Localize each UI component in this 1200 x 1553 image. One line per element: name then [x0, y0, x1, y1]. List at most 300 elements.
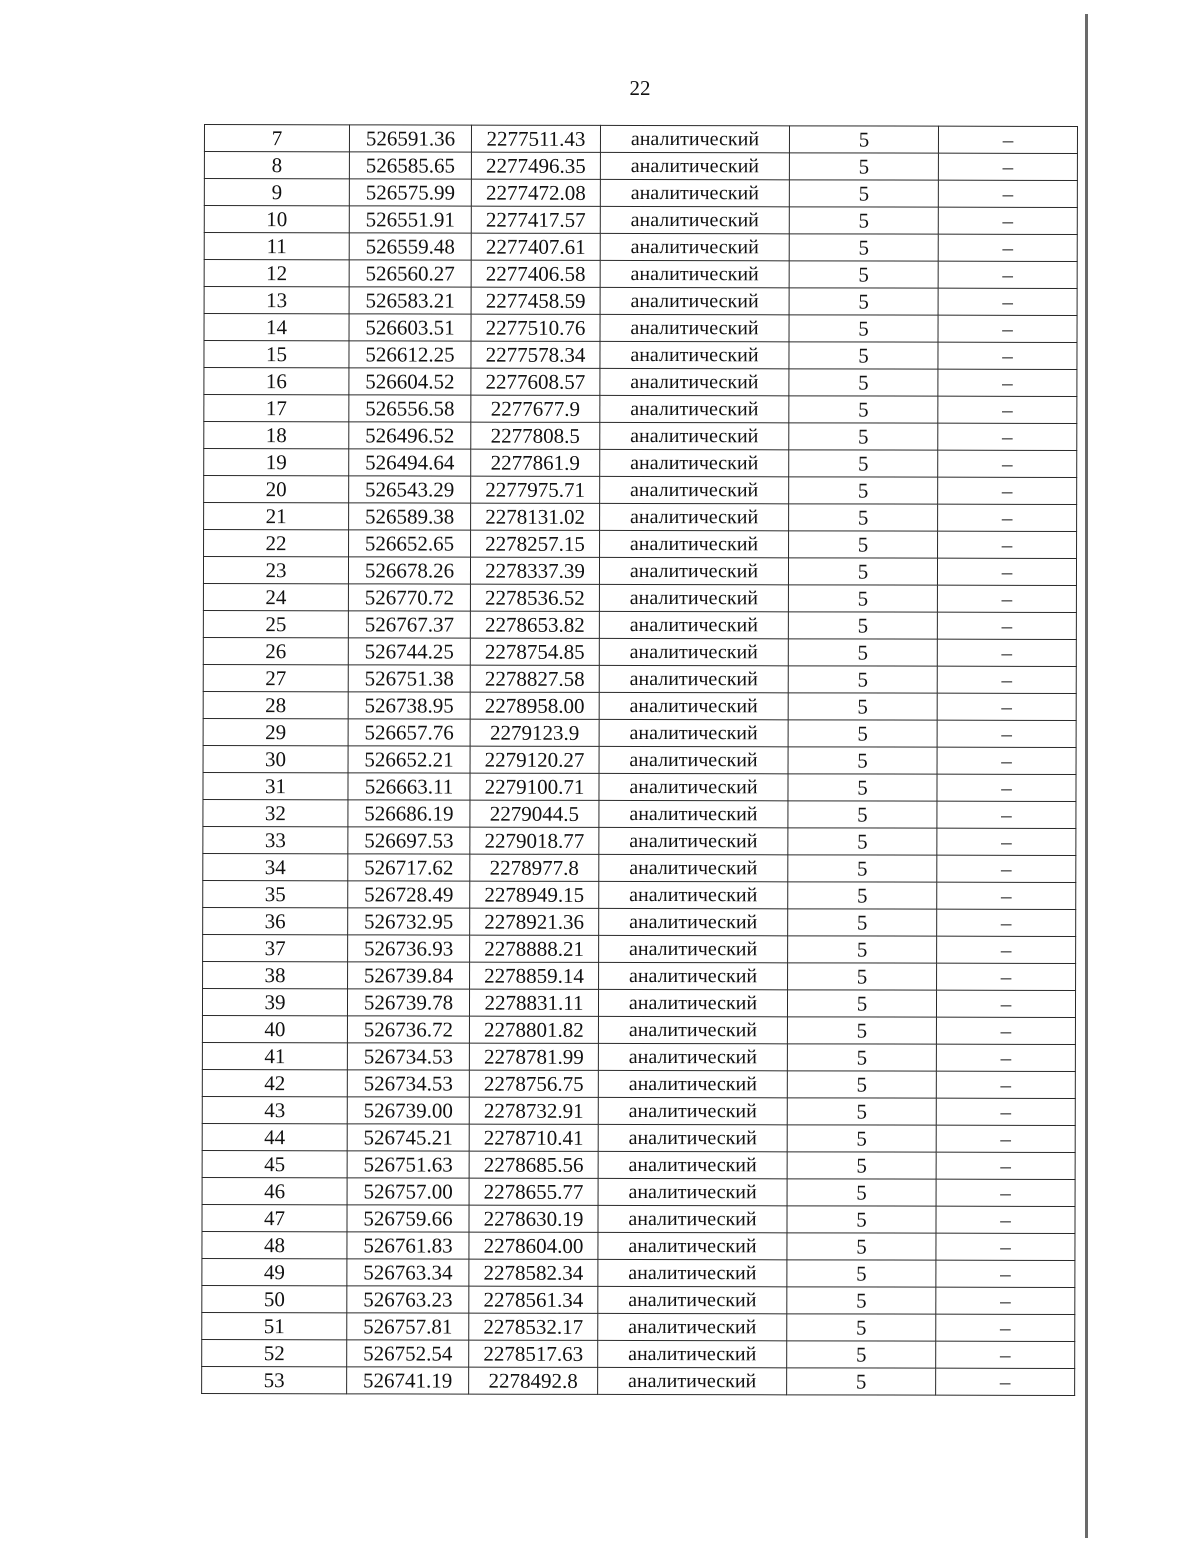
x-coordinate-cell: 526751.38 [348, 665, 470, 692]
note-cell: – [938, 234, 1077, 261]
method-cell: аналитический [598, 1151, 787, 1178]
method-cell: аналитический [600, 233, 789, 260]
table-row [204, 368, 1077, 397]
accuracy-cell: 5 [788, 747, 937, 774]
y-coordinate-cell: 2277511.43 [471, 125, 600, 152]
point-number-cell: 46 [202, 1177, 347, 1204]
point-number-cell: 51 [202, 1312, 347, 1339]
accuracy-cell: 5 [787, 1260, 936, 1287]
point-number-cell: 43 [202, 1096, 347, 1123]
method-cell: аналитический [598, 1286, 787, 1313]
table-row [202, 1177, 1075, 1206]
note-cell: – [938, 153, 1077, 180]
y-coordinate-cell: 2277406.58 [471, 260, 600, 287]
x-coordinate-cell: 526732.95 [348, 908, 470, 935]
accuracy-cell: 5 [789, 423, 938, 450]
accuracy-cell: 5 [788, 909, 937, 936]
x-coordinate-cell: 526612.25 [349, 341, 471, 368]
accuracy-cell: 5 [788, 585, 937, 612]
method-cell: аналитический [600, 530, 789, 557]
accuracy-cell: 5 [787, 990, 936, 1017]
y-coordinate-cell: 2279100.71 [470, 773, 599, 800]
method-cell: аналитический [600, 260, 789, 287]
point-number-cell: 28 [203, 691, 348, 718]
y-coordinate-cell: 2279120.27 [470, 746, 599, 773]
note-cell: – [936, 990, 1075, 1017]
method-cell: аналитический [600, 206, 789, 233]
accuracy-cell: 5 [788, 666, 937, 693]
point-number-cell: 20 [204, 476, 349, 503]
x-coordinate-cell: 526741.19 [347, 1367, 469, 1394]
method-cell: аналитический [600, 503, 789, 530]
table-row [203, 610, 1076, 639]
table-row [204, 476, 1077, 505]
point-number-cell: 40 [202, 1015, 347, 1042]
table-row [202, 1258, 1075, 1287]
y-coordinate-cell: 2278655.77 [469, 1178, 598, 1205]
y-coordinate-cell: 2277608.57 [471, 368, 600, 395]
note-cell: – [938, 288, 1077, 315]
method-cell: аналитический [598, 1097, 787, 1124]
x-coordinate-cell: 526583.21 [349, 287, 471, 314]
y-coordinate-cell: 2277417.57 [471, 206, 600, 233]
note-cell: – [938, 423, 1077, 450]
point-number-cell: 29 [203, 718, 348, 745]
table-row [202, 988, 1075, 1017]
table-row [204, 287, 1077, 316]
table-row [203, 583, 1076, 612]
point-number-cell: 45 [202, 1150, 347, 1177]
table-row [203, 826, 1076, 855]
y-coordinate-cell: 2278685.56 [469, 1151, 598, 1178]
table-row [204, 233, 1077, 262]
y-coordinate-cell: 2277677.9 [471, 395, 600, 422]
table-row [202, 1231, 1075, 1260]
accuracy-cell: 5 [789, 396, 938, 423]
method-cell: аналитический [600, 395, 789, 422]
method-cell: аналитический [598, 1070, 787, 1097]
method-cell: аналитический [598, 1205, 787, 1232]
y-coordinate-cell: 2278831.11 [469, 989, 598, 1016]
y-coordinate-cell: 2279123.9 [470, 719, 599, 746]
y-coordinate-cell: 2278710.41 [469, 1124, 598, 1151]
point-number-cell: 52 [202, 1339, 347, 1366]
note-cell: – [937, 936, 1076, 963]
accuracy-cell: 5 [789, 450, 938, 477]
note-cell: – [938, 180, 1077, 207]
table-row [203, 961, 1076, 990]
accuracy-cell: 5 [789, 504, 938, 531]
note-cell: – [937, 801, 1076, 828]
page-number: 22 [629, 76, 651, 100]
note-cell: – [937, 720, 1076, 747]
table-row [204, 179, 1077, 208]
method-cell: аналитический [598, 1016, 787, 1043]
point-number-cell: 35 [203, 880, 348, 907]
note-cell: – [938, 531, 1077, 558]
table-row [202, 1042, 1075, 1071]
x-coordinate-cell: 526585.65 [349, 152, 471, 179]
table-row [204, 449, 1077, 478]
accuracy-cell: 5 [789, 207, 938, 234]
x-coordinate-cell: 526739.00 [347, 1097, 469, 1124]
accuracy-cell: 5 [789, 153, 938, 180]
x-coordinate-cell: 526767.37 [348, 611, 470, 638]
point-number-cell: 37 [203, 934, 348, 961]
accuracy-cell: 5 [787, 1044, 936, 1071]
method-cell: аналитический [598, 1367, 787, 1394]
y-coordinate-cell: 2278257.15 [471, 530, 600, 557]
method-cell: аналитический [598, 1340, 787, 1367]
note-cell: – [936, 1341, 1075, 1368]
method-cell: аналитический [598, 1232, 787, 1259]
method-cell: аналитический [600, 341, 789, 368]
method-cell: аналитический [599, 827, 788, 854]
accuracy-cell: 5 [789, 342, 938, 369]
point-number-cell: 11 [204, 233, 349, 260]
table-row [204, 503, 1077, 532]
method-cell: аналитический [599, 962, 788, 989]
y-coordinate-cell: 2278561.34 [469, 1286, 598, 1313]
note-cell: – [936, 1260, 1075, 1287]
point-number-cell: 25 [203, 610, 348, 637]
point-number-cell: 53 [202, 1366, 347, 1393]
note-cell: – [937, 639, 1076, 666]
x-coordinate-cell: 526770.72 [348, 584, 470, 611]
note-cell: – [938, 315, 1077, 342]
accuracy-cell: 5 [788, 882, 937, 909]
accuracy-cell: 5 [787, 1152, 936, 1179]
table-row [202, 1312, 1075, 1341]
x-coordinate-cell: 526575.99 [349, 179, 471, 206]
accuracy-cell: 5 [788, 612, 937, 639]
point-number-cell: 16 [204, 368, 349, 395]
accuracy-cell: 5 [788, 720, 937, 747]
point-number-cell: 34 [203, 853, 348, 880]
y-coordinate-cell: 2278582.34 [469, 1259, 598, 1286]
coordinates-table [201, 124, 1078, 1396]
note-cell: – [936, 1017, 1075, 1044]
note-cell: – [938, 450, 1077, 477]
point-number-cell: 50 [202, 1285, 347, 1312]
y-coordinate-cell: 2278888.21 [470, 935, 599, 962]
method-cell: аналитический [600, 179, 789, 206]
table-row [202, 1123, 1075, 1152]
point-number-cell: 27 [203, 664, 348, 691]
x-coordinate-cell: 526604.52 [349, 368, 471, 395]
coordinates-table-body [202, 125, 1078, 1396]
accuracy-cell: 5 [787, 1341, 936, 1368]
table-row [203, 907, 1076, 936]
accuracy-cell: 5 [789, 261, 938, 288]
point-number-cell: 42 [202, 1069, 347, 1096]
y-coordinate-cell: 2277510.76 [471, 314, 600, 341]
note-cell: – [937, 666, 1076, 693]
point-number-cell: 14 [204, 314, 349, 341]
table-row [204, 260, 1077, 289]
x-coordinate-cell: 526589.38 [349, 503, 471, 530]
x-coordinate-cell: 526556.58 [349, 395, 471, 422]
y-coordinate-cell: 2278653.82 [470, 611, 599, 638]
table-row [203, 853, 1076, 882]
point-number-cell: 44 [202, 1123, 347, 1150]
note-cell: – [936, 1152, 1075, 1179]
note-cell: – [937, 747, 1076, 774]
point-number-cell: 18 [204, 422, 349, 449]
method-cell: аналитический [598, 989, 787, 1016]
method-cell: аналитический [599, 908, 788, 935]
x-coordinate-cell: 526751.63 [347, 1151, 469, 1178]
x-coordinate-cell: 526728.49 [348, 881, 470, 908]
method-cell: аналитический [599, 611, 788, 638]
note-cell: – [937, 612, 1076, 639]
point-number-cell: 47 [202, 1204, 347, 1231]
point-number-cell: 15 [204, 341, 349, 368]
note-cell: – [938, 396, 1077, 423]
note-cell: – [938, 342, 1077, 369]
x-coordinate-cell: 526736.93 [348, 935, 470, 962]
method-cell: аналитический [599, 800, 788, 827]
table-row [204, 395, 1077, 424]
point-number-cell: 13 [204, 287, 349, 314]
y-coordinate-cell: 2277975.71 [471, 476, 600, 503]
point-number-cell: 17 [204, 395, 349, 422]
x-coordinate-cell: 526559.48 [349, 233, 471, 260]
x-coordinate-cell: 526496.52 [349, 422, 471, 449]
table-row [202, 1366, 1075, 1395]
point-number-cell: 19 [204, 449, 349, 476]
method-cell: аналитический [600, 287, 789, 314]
note-cell: – [936, 1125, 1075, 1152]
x-coordinate-cell: 526652.65 [349, 530, 471, 557]
note-cell: – [937, 774, 1076, 801]
point-number-cell: 39 [202, 988, 347, 1015]
point-number-cell: 10 [204, 206, 349, 233]
point-number-cell: 48 [202, 1231, 347, 1258]
table-row [202, 1069, 1075, 1098]
y-coordinate-cell: 2278859.14 [470, 962, 599, 989]
y-coordinate-cell: 2278977.8 [470, 854, 599, 881]
method-cell: аналитический [599, 881, 788, 908]
x-coordinate-cell: 526663.11 [348, 773, 470, 800]
note-cell: – [936, 1233, 1075, 1260]
x-coordinate-cell: 526739.78 [347, 989, 469, 1016]
x-coordinate-cell: 526763.34 [347, 1259, 469, 1286]
note-cell: – [936, 1179, 1075, 1206]
y-coordinate-cell: 2279044.5 [470, 800, 599, 827]
y-coordinate-cell: 2278756.75 [469, 1070, 598, 1097]
y-coordinate-cell: 2279018.77 [470, 827, 599, 854]
table-row [203, 637, 1076, 666]
accuracy-cell: 5 [788, 801, 937, 828]
page-edge-rule [1085, 14, 1088, 1538]
y-coordinate-cell: 2278801.82 [469, 1016, 598, 1043]
note-cell: – [936, 1206, 1075, 1233]
table-row [202, 1339, 1075, 1368]
accuracy-cell: 5 [787, 1233, 936, 1260]
method-cell: аналитический [600, 152, 789, 179]
point-number-cell: 8 [204, 152, 349, 179]
note-cell: – [936, 1098, 1075, 1125]
y-coordinate-cell: 2277496.35 [471, 152, 600, 179]
point-number-cell: 36 [203, 907, 348, 934]
table-row [204, 530, 1077, 559]
y-coordinate-cell: 2277472.08 [471, 179, 600, 206]
y-coordinate-cell: 2278949.15 [470, 881, 599, 908]
note-cell: – [938, 369, 1077, 396]
x-coordinate-cell: 526763.23 [347, 1286, 469, 1313]
point-number-cell: 9 [204, 179, 349, 206]
note-cell: – [936, 1044, 1075, 1071]
table-row [203, 718, 1076, 747]
point-number-cell: 38 [203, 961, 348, 988]
table-row [204, 314, 1077, 343]
y-coordinate-cell: 2277861.9 [471, 449, 600, 476]
note-cell: – [936, 1287, 1075, 1314]
accuracy-cell: 5 [787, 1314, 936, 1341]
accuracy-cell: 5 [787, 1017, 936, 1044]
accuracy-cell: 5 [789, 477, 938, 504]
point-number-cell: 31 [203, 772, 348, 799]
x-coordinate-cell: 526686.19 [348, 800, 470, 827]
note-cell: – [937, 585, 1076, 612]
y-coordinate-cell: 2277578.34 [471, 341, 600, 368]
note-cell: – [937, 558, 1076, 585]
y-coordinate-cell: 2278131.02 [471, 503, 600, 530]
y-coordinate-cell: 2278630.19 [469, 1205, 598, 1232]
table-row [204, 422, 1077, 451]
table-row [203, 772, 1076, 801]
note-cell: – [937, 855, 1076, 882]
x-coordinate-cell: 526736.72 [347, 1016, 469, 1043]
method-cell: аналитический [599, 584, 788, 611]
table-row [203, 691, 1076, 720]
method-cell: аналитический [599, 746, 788, 773]
accuracy-cell: 5 [789, 315, 938, 342]
x-coordinate-cell: 526757.81 [347, 1313, 469, 1340]
y-coordinate-cell: 2277808.5 [471, 422, 600, 449]
accuracy-cell: 5 [788, 774, 937, 801]
x-coordinate-cell: 526752.54 [347, 1340, 469, 1367]
point-number-cell: 21 [204, 503, 349, 530]
y-coordinate-cell: 2277407.61 [471, 233, 600, 260]
table-row [203, 557, 1076, 586]
x-coordinate-cell: 526744.25 [348, 638, 470, 665]
point-number-cell: 22 [204, 530, 349, 557]
point-number-cell: 41 [202, 1042, 347, 1069]
method-cell: аналитический [598, 1043, 787, 1070]
method-cell: аналитический [600, 422, 789, 449]
y-coordinate-cell: 2278958.00 [470, 692, 599, 719]
x-coordinate-cell: 526697.53 [348, 827, 470, 854]
point-number-cell: 24 [203, 583, 348, 610]
table-row [203, 934, 1076, 963]
accuracy-cell: 5 [787, 1287, 936, 1314]
table-row [204, 125, 1077, 154]
table-row [204, 341, 1077, 370]
point-number-cell: 33 [203, 826, 348, 853]
note-cell: – [936, 1071, 1075, 1098]
table-row [203, 799, 1076, 828]
method-cell: аналитический [600, 449, 789, 476]
x-coordinate-cell: 526734.53 [347, 1070, 469, 1097]
x-coordinate-cell: 526560.27 [349, 260, 471, 287]
table-row [202, 1150, 1075, 1179]
accuracy-cell: 5 [789, 180, 938, 207]
method-cell: аналитический [598, 1259, 787, 1286]
x-coordinate-cell: 526761.83 [347, 1232, 469, 1259]
note-cell: – [936, 1314, 1075, 1341]
note-cell: – [938, 477, 1077, 504]
y-coordinate-cell: 2278532.17 [469, 1313, 598, 1340]
note-cell: – [938, 126, 1077, 153]
method-cell: аналитический [600, 125, 789, 152]
accuracy-cell: 5 [787, 1098, 936, 1125]
y-coordinate-cell: 2278604.00 [469, 1232, 598, 1259]
note-cell: – [937, 963, 1076, 990]
accuracy-cell: 5 [788, 855, 937, 882]
point-number-cell: 12 [204, 260, 349, 287]
y-coordinate-cell: 2278492.8 [469, 1367, 598, 1394]
x-coordinate-cell: 526757.00 [347, 1178, 469, 1205]
note-cell: – [938, 504, 1077, 531]
table-row [204, 152, 1077, 181]
accuracy-cell: 5 [789, 288, 938, 315]
accuracy-cell: 5 [787, 1179, 936, 1206]
accuracy-cell: 5 [788, 936, 937, 963]
accuracy-cell: 5 [788, 963, 937, 990]
accuracy-cell: 5 [789, 369, 938, 396]
note-cell: – [937, 882, 1076, 909]
accuracy-cell: 5 [789, 234, 938, 261]
method-cell: аналитический [599, 557, 788, 584]
note-cell: – [937, 828, 1076, 855]
point-number-cell: 49 [202, 1258, 347, 1285]
note-cell: – [937, 693, 1076, 720]
method-cell: аналитический [599, 692, 788, 719]
accuracy-cell: 5 [788, 693, 937, 720]
method-cell: аналитический [600, 314, 789, 341]
method-cell: аналитический [600, 368, 789, 395]
method-cell: аналитический [599, 665, 788, 692]
x-coordinate-cell: 526745.21 [347, 1124, 469, 1151]
accuracy-cell: 5 [788, 639, 937, 666]
accuracy-cell: 5 [787, 1071, 936, 1098]
x-coordinate-cell: 526652.21 [348, 746, 470, 773]
table-row [202, 1096, 1075, 1125]
note-cell: – [937, 909, 1076, 936]
method-cell: аналитический [598, 1124, 787, 1151]
point-number-cell: 30 [203, 745, 348, 772]
y-coordinate-cell: 2278754.85 [470, 638, 599, 665]
method-cell: аналитический [599, 935, 788, 962]
table-row [203, 880, 1076, 909]
x-coordinate-cell: 526739.84 [348, 962, 470, 989]
note-cell: – [936, 1368, 1075, 1395]
note-cell: – [938, 207, 1077, 234]
x-coordinate-cell: 526494.64 [349, 449, 471, 476]
point-number-cell: 32 [203, 799, 348, 826]
accuracy-cell: 5 [787, 1368, 936, 1395]
method-cell: аналитический [599, 719, 788, 746]
method-cell: аналитический [598, 1178, 787, 1205]
y-coordinate-cell: 2278536.52 [470, 584, 599, 611]
x-coordinate-cell: 526734.53 [347, 1043, 469, 1070]
point-number-cell: 26 [203, 637, 348, 664]
note-cell: – [938, 261, 1077, 288]
table-row [202, 1204, 1075, 1233]
accuracy-cell: 5 [789, 126, 938, 153]
